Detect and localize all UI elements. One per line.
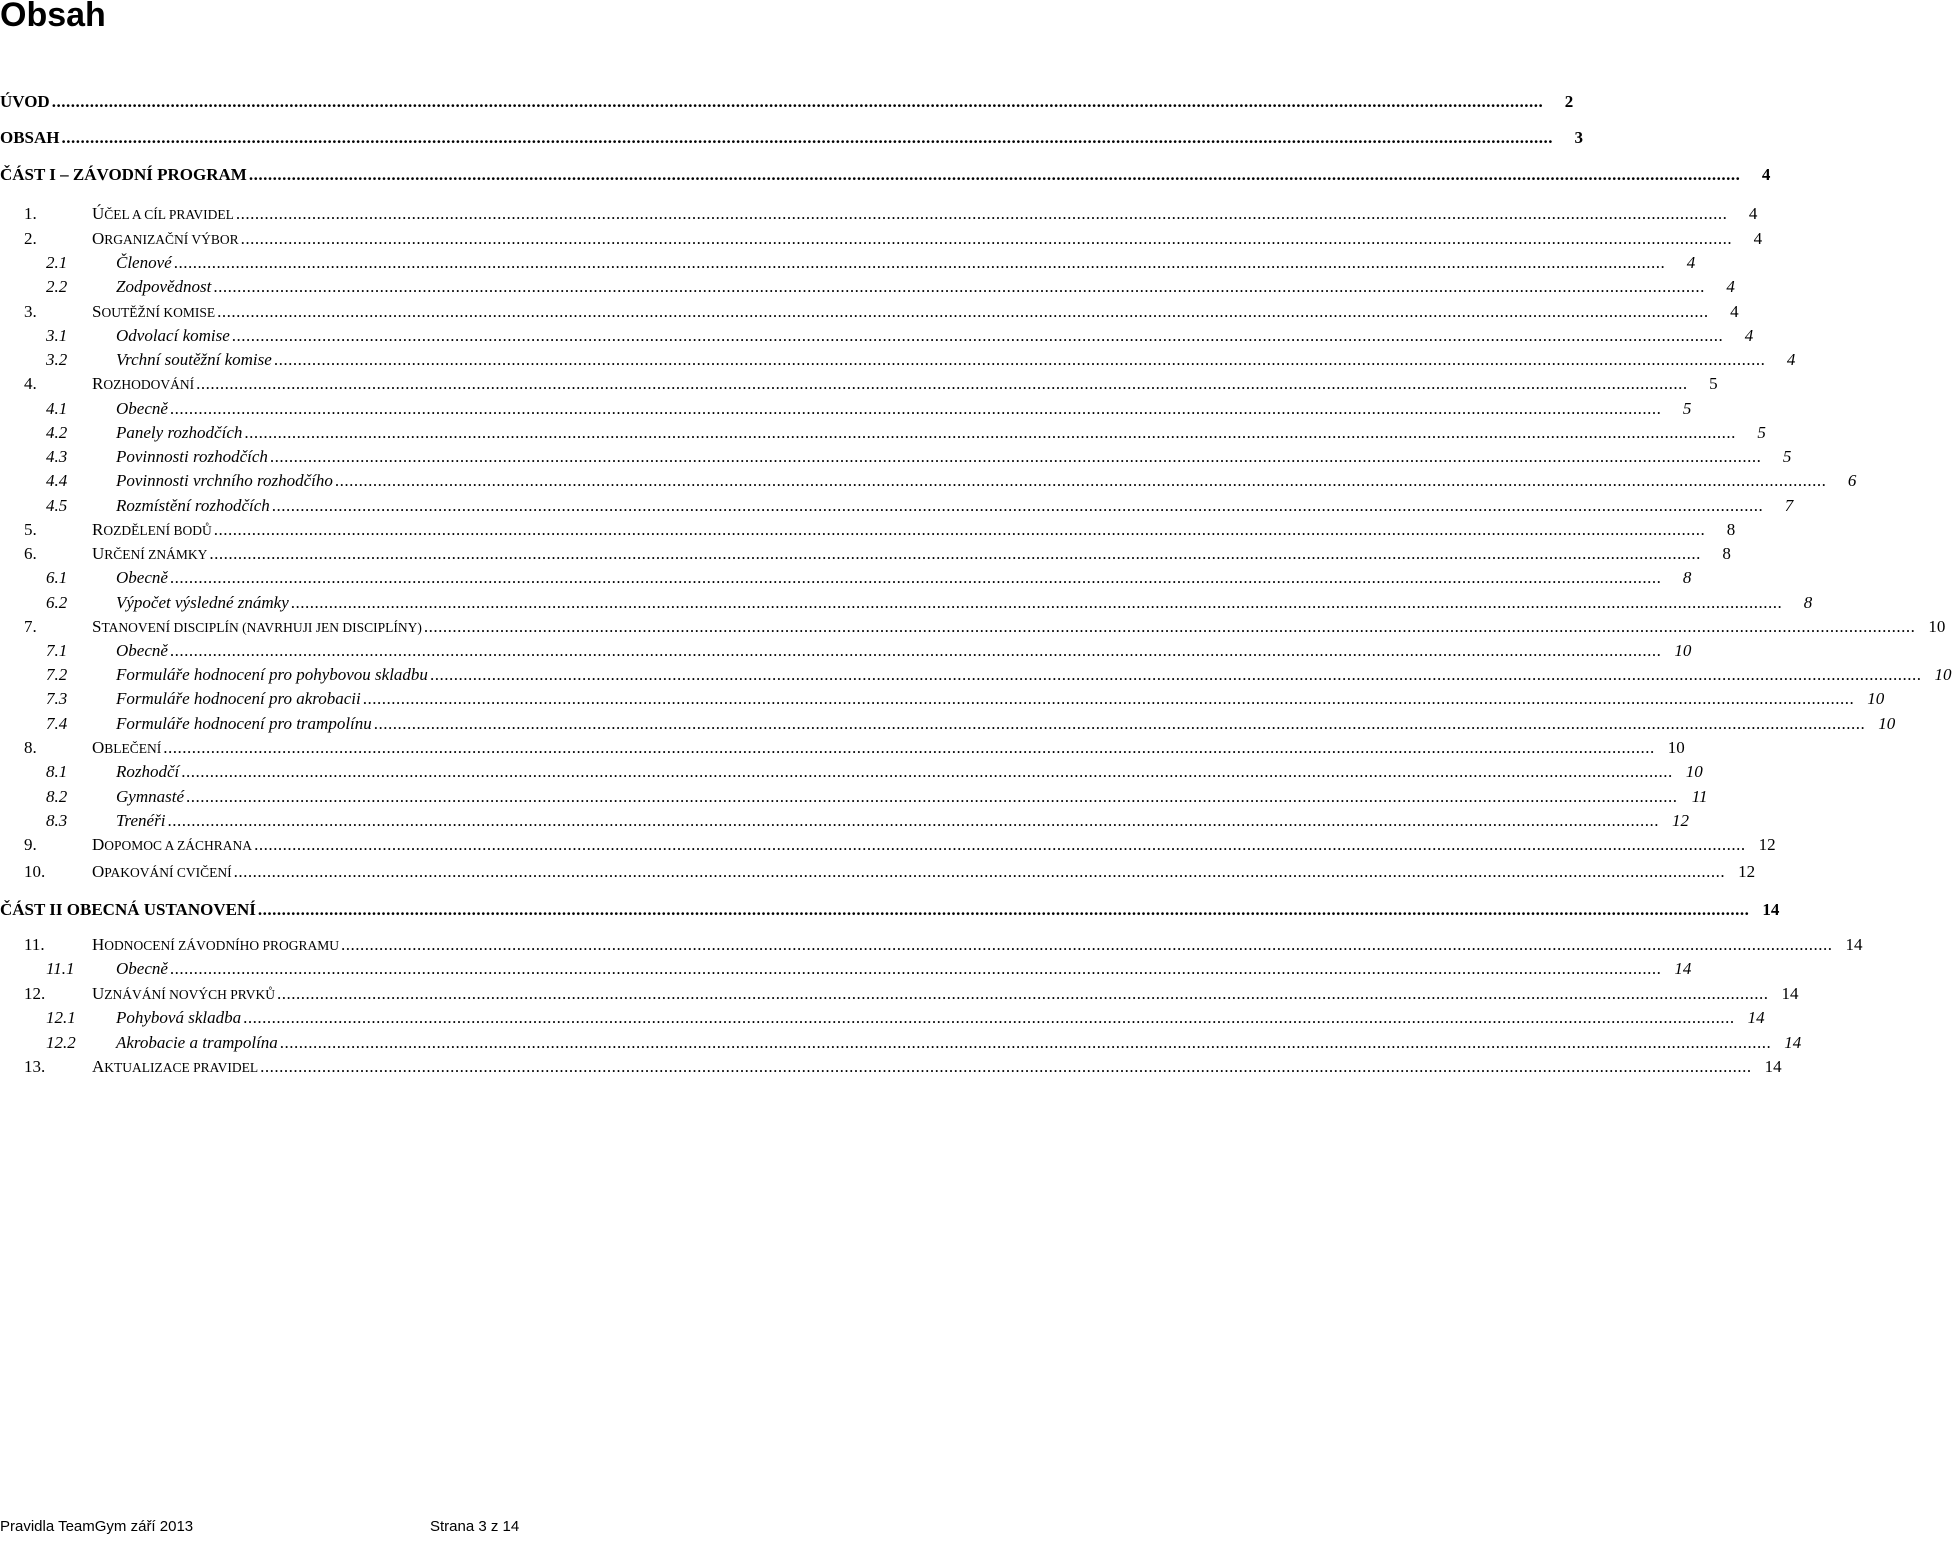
toc-entry-title: Rozmístění rozhodčích <box>116 496 270 515</box>
toc-entry-title: Panely rozhodčích <box>116 423 243 442</box>
toc-entry-title: Formuláře hodnocení pro akrobacii <box>116 689 361 708</box>
toc-entry[interactable] <box>0 126 1584 150</box>
page-footer <box>0 1518 960 1540</box>
toc-entry-number: 9. <box>24 835 37 854</box>
toc-dot-leader: .......................................................................................................................................................................................................................................................................................................................... <box>209 544 1701 563</box>
toc-dot-leader: .......................................................................................................................................................................................................................................................................................................................... <box>269 447 1762 466</box>
toc-entry-page: 4 <box>1686 253 1696 272</box>
toc-entry[interactable] <box>0 163 1771 187</box>
toc-entry-number: 7.2 <box>46 665 68 684</box>
toc-entry-number: 8.1 <box>46 762 68 781</box>
toc-entry[interactable] <box>0 372 1718 396</box>
toc-entry-page: 11 <box>1691 787 1708 806</box>
toc-entry[interactable] <box>0 251 1696 275</box>
toc-dot-leader: .......................................................................................................................................................................................................................................................................................................................... <box>276 984 1769 1003</box>
toc-entry-number: 8. <box>24 738 37 757</box>
toc-entry-number: 2.1 <box>46 253 68 272</box>
toc-entry-page: 12 <box>1671 811 1689 830</box>
toc-entry-title: ČÁST I – ZÁVODNÍ PROGRAM <box>0 165 247 184</box>
toc-entry[interactable] <box>0 518 1736 542</box>
toc-entry-title: URČENÍ ZNÁMKY <box>92 544 208 563</box>
toc-entry-title: Pohybová skladba <box>116 1008 242 1027</box>
toc-dot-leader: .......................................................................................................................................................................................................................................................................................................................... <box>362 689 1855 708</box>
toc-entry-number: 6. <box>24 544 37 563</box>
toc-entry-page: 14 <box>1845 935 1863 954</box>
toc-dot-leader: .......................................................................................................................................................................................................................................................................................................................... <box>243 1008 1735 1027</box>
toc-dot-leader: .......................................................................................................................................................................................................................................................................................................................... <box>169 641 1662 660</box>
toc-entry[interactable] <box>0 957 1692 981</box>
toc-entry-title: SOUTĚŽNÍ KOMISE <box>92 302 216 321</box>
toc-entry[interactable] <box>0 469 1857 493</box>
toc-entry-number: 2. <box>24 229 37 248</box>
toc-entry[interactable] <box>0 736 1685 760</box>
toc-entry-page: 14 <box>1781 984 1799 1003</box>
toc-entry-number: 13. <box>24 1057 46 1076</box>
toc-entry-page: 4 <box>1753 229 1763 248</box>
toc-entry-title: Formuláře hodnocení pro pohybovou skladbu <box>116 665 428 684</box>
toc-dot-leader: .......................................................................................................................................................................................................................................................................................................................... <box>429 665 1922 684</box>
toc-entry-page: 14 <box>1762 900 1780 919</box>
toc-entry-title: OPAKOVÁNÍ CVIČENÍ <box>92 862 232 881</box>
toc-entry-title: Povinnosti rozhodčích <box>116 447 268 466</box>
toc-dot-leader: .......................................................................................................................................................................................................................................................................................................................... <box>235 204 1728 223</box>
toc-entry-title: OBSAH <box>0 128 60 147</box>
toc-entry[interactable] <box>0 445 1792 469</box>
toc-entry-page: 10 <box>1667 738 1685 757</box>
toc-dot-leader: .......................................................................................................................................................................................................................................................................................................................... <box>279 1033 1772 1052</box>
toc-entry-number: 10. <box>24 862 46 881</box>
toc-entry-number: 3.1 <box>46 326 68 345</box>
footer-document-title: Pravidla TeamGym září 2013 <box>0 1518 194 1535</box>
toc-entry-page: 2 <box>1564 92 1574 111</box>
toc-dot-leader: .......................................................................................................................................................................................................................................................................................................................... <box>373 714 1866 733</box>
toc-entry-title: Akrobacie a trampolína <box>116 1033 278 1052</box>
toc-entry-title: ROZDĚLENÍ BODŮ <box>92 520 212 539</box>
toc-entry-title: Formuláře hodnocení pro trampolínu <box>116 714 372 733</box>
toc-entry[interactable] <box>0 933 1863 957</box>
toc-entry-number: 1. <box>24 204 37 223</box>
toc-entry-title: ORGANIZAČNÍ VÝBOR <box>92 229 239 248</box>
toc-entry[interactable] <box>0 785 1708 809</box>
toc-entry[interactable] <box>0 202 1758 226</box>
toc-dot-leader: .......................................................................................................................................................................................................................................................................................................................... <box>423 617 1916 636</box>
toc-dot-leader: .......................................................................................................................................................................................................................................................................................................................... <box>231 326 1724 345</box>
toc-entry[interactable] <box>0 324 1754 348</box>
toc-entry[interactable] <box>0 348 1796 372</box>
toc-dot-leader: .......................................................................................................................................................................................................................................................................................................................... <box>51 92 1544 111</box>
toc-entry[interactable] <box>0 687 1885 711</box>
toc-dot-leader: .......................................................................................................................................................................................................................................................................................................................... <box>185 787 1678 806</box>
toc-dot-leader: .......................................................................................................................................................................................................................................................................................................................... <box>273 350 1766 369</box>
toc-dot-leader: .......................................................................................................................................................................................................................................................................................................................... <box>213 277 1705 296</box>
toc-entry-page: 6 <box>1847 471 1857 490</box>
toc-entry-title: ÚČEL A CÍL PRAVIDEL <box>92 204 234 223</box>
toc-dot-leader: .......................................................................................................................................................................................................................................................................................................................... <box>254 835 1746 854</box>
toc-entry-title: ROZHODOVÁNÍ <box>92 374 195 393</box>
toc-entry[interactable] <box>0 898 1780 922</box>
toc-entry-number: 12. <box>24 984 46 1003</box>
toc-dot-leader: .......................................................................................................................................................................................................................................................................................................................... <box>233 862 1726 881</box>
toc-entry-page: 10 <box>1928 617 1946 636</box>
toc-entry-number: 4.3 <box>46 447 68 466</box>
toc-entry-page: 14 <box>1764 1057 1782 1076</box>
toc-entry-title: Vrchní soutěžní komise <box>116 350 272 369</box>
toc-dot-leader: .......................................................................................................................................................................................................................................................................................................................... <box>169 399 1662 418</box>
toc-entry[interactable] <box>0 90 1574 114</box>
toc-dot-leader: .......................................................................................................................................................................................................................................................................................................................... <box>341 935 1833 954</box>
toc-entry[interactable] <box>0 809 1689 833</box>
toc-entry-title: ČÁST II OBECNÁ USTANOVENÍ <box>0 900 256 919</box>
toc-entry-number: 4. <box>24 374 37 393</box>
toc-entry-number: 7.4 <box>46 714 68 733</box>
toc-entry-number: 7. <box>24 617 37 636</box>
toc-dot-leader: .......................................................................................................................................................................................................................................................................................................................... <box>173 253 1666 272</box>
toc-dot-leader: .......................................................................................................................................................................................................................................................................................................................... <box>271 496 1764 515</box>
toc-entry-page: 4 <box>1748 204 1758 223</box>
toc-entry-page: 10 <box>1867 689 1885 708</box>
toc-dot-leader: .......................................................................................................................................................................................................................................................................................................................... <box>169 959 1662 978</box>
toc-entry[interactable] <box>0 615 1946 639</box>
toc-dot-leader: .......................................................................................................................................................................................................................................................................................................................... <box>181 762 1673 781</box>
toc-entry-page: 4 <box>1744 326 1754 345</box>
toc-entry-title: Obecně <box>116 399 168 418</box>
toc-entry-title: Rozhodčí <box>116 762 180 781</box>
toc-entry-number: 11. <box>24 935 45 954</box>
toc-entry-title: HODNOCENÍ ZÁVODNÍHO PROGRAMU <box>92 935 340 954</box>
toc-entry-number: 7.3 <box>46 689 68 708</box>
toc-dot-leader: .......................................................................................................................................................................................................................................................................................................................... <box>248 165 1741 184</box>
toc-entry[interactable] <box>0 833 1776 857</box>
toc-entry[interactable] <box>0 591 1813 615</box>
toc-entry[interactable] <box>0 860 1756 884</box>
toc-entry[interactable] <box>0 663 1952 687</box>
toc-entry-page: 8 <box>1803 593 1813 612</box>
toc-entry-number: 6.2 <box>46 593 68 612</box>
toc-dot-leader: .......................................................................................................................................................................................................................................................................................................................... <box>240 229 1733 248</box>
toc-entry[interactable] <box>0 639 1692 663</box>
toc-entry-number: 6.1 <box>46 568 68 587</box>
toc-entry-page: 5 <box>1782 447 1792 466</box>
toc-entry-page: 5 <box>1682 399 1692 418</box>
toc-entry-title: OBLEČENÍ <box>92 738 162 757</box>
toc-entry-page: 10 <box>1685 762 1703 781</box>
toc-entry-number: 4.5 <box>46 496 68 515</box>
toc-entry-number: 4.4 <box>46 471 68 490</box>
toc-entry-title: AKTUALIZACE PRAVIDEL <box>92 1057 259 1076</box>
toc-entry-page: 14 <box>1674 959 1692 978</box>
toc-entry-title: Gymnasté <box>116 787 184 806</box>
toc-dot-leader: .......................................................................................................................................................................................................................................................................................................................... <box>290 593 1783 612</box>
toc-entry-title: Povinnosti vrchního rozhodčího <box>116 471 333 490</box>
toc-entry[interactable] <box>0 494 1794 518</box>
toc-entry-page: 8 <box>1682 568 1692 587</box>
toc-entry[interactable] <box>0 542 1731 566</box>
toc-entry-title: Obecně <box>116 641 168 660</box>
toc-entry[interactable] <box>0 421 1766 445</box>
toc-entry[interactable] <box>0 1031 1802 1055</box>
toc-entry-title: Odvolací komise <box>116 326 230 345</box>
toc-entry-title: Obecně <box>116 959 168 978</box>
toc-entry-page: 4 <box>1730 302 1739 321</box>
toc-entry-number: 3.2 <box>46 350 68 369</box>
toc-entry[interactable] <box>0 982 1799 1006</box>
toc-entry[interactable] <box>0 712 1896 736</box>
toc-entry-page: 4 <box>1786 350 1796 369</box>
toc-entry-title: ÚVOD <box>0 92 50 111</box>
toc-entry[interactable] <box>0 227 1763 251</box>
toc-entry[interactable] <box>0 566 1692 590</box>
toc-entry-number: 4.2 <box>46 423 68 442</box>
toc-entry-number: 3. <box>24 302 37 321</box>
toc-entry-page: 14 <box>1747 1008 1765 1027</box>
toc-dot-leader: .......................................................................................................................................................................................................................................................................................................................... <box>257 900 1750 919</box>
toc-dot-leader: .......................................................................................................................................................................................................................................................................................................................... <box>163 738 1655 757</box>
toc-entry[interactable] <box>0 1006 1765 1030</box>
toc-entry-title: UZNÁVÁNÍ NOVÝCH PRVKŮ <box>92 984 275 1003</box>
toc-dot-leader: .......................................................................................................................................................................................................................................................................................................................... <box>334 471 1827 490</box>
toc-entry-title: Trenéři <box>116 811 166 830</box>
toc-entry-number: 7.1 <box>46 641 68 660</box>
toc-dot-leader: .......................................................................................................................................................................................................................................................................................................................... <box>61 128 1554 147</box>
toc-entry-number: 11.1 <box>46 959 75 978</box>
toc-entry-number: 8.2 <box>46 787 68 806</box>
toc-entry-page: 8 <box>1722 544 1731 563</box>
toc-entry[interactable] <box>0 275 1735 299</box>
toc-dot-leader: .......................................................................................................................................................................................................................................................................................................................... <box>260 1057 1752 1076</box>
toc-entry[interactable] <box>0 760 1703 784</box>
toc-entry[interactable] <box>0 1055 1782 1079</box>
toc-entry-page: 4 <box>1726 277 1735 296</box>
toc-entry-page: 8 <box>1726 520 1736 539</box>
page-title: Obsah <box>0 0 106 34</box>
toc-entry-page: 10 <box>1878 714 1896 733</box>
toc-entry-number: 4.1 <box>46 399 68 418</box>
toc-entry-title: Výpočet výsledné známky <box>116 593 289 612</box>
toc-dot-leader: .......................................................................................................................................................................................................................................................................................................................... <box>217 302 1709 321</box>
toc-entry-title: Členové <box>116 253 172 272</box>
toc-entry-title: DOPOMOC A ZÁCHRANA <box>92 835 253 854</box>
toc-entry-number: 12.1 <box>46 1008 76 1027</box>
toc-entry-page: 10 <box>1674 641 1692 660</box>
toc-entry-number: 12.2 <box>46 1033 76 1052</box>
toc-entry-page: 14 <box>1784 1033 1802 1052</box>
toc-entry-title: STANOVENÍ DISCIPLÍN (NAVRHUJI JEN DISCIPLÍNY) <box>92 617 422 636</box>
toc-entry[interactable] <box>0 397 1692 421</box>
toc-dot-leader: .......................................................................................................................................................................................................................................................................................................................... <box>167 811 1659 830</box>
toc-dot-leader: .......................................................................................................................................................................................................................................................................................................................... <box>213 520 1706 539</box>
footer-page-number: Strana 3 z 14 <box>430 1518 520 1535</box>
toc-entry-number: 5. <box>24 520 37 539</box>
toc-entry-page: 5 <box>1757 423 1766 442</box>
toc-entry-number: 2.2 <box>46 277 68 296</box>
toc-entry-number: 8.3 <box>46 811 68 830</box>
toc-entry-page: 3 <box>1574 128 1584 147</box>
toc-entry-page: 10 <box>1934 665 1952 684</box>
toc-entry-page: 12 <box>1758 835 1776 854</box>
toc-dot-leader: .......................................................................................................................................................................................................................................................................................................................... <box>196 374 1688 393</box>
toc-entry-page: 12 <box>1738 862 1756 881</box>
toc-entry-page: 5 <box>1709 374 1718 393</box>
toc-entry-page: 7 <box>1784 496 1794 515</box>
toc-entry-title: Obecně <box>116 568 168 587</box>
toc-entry-title: Zodpovědnost <box>116 277 212 296</box>
toc-entry-page: 4 <box>1761 165 1771 184</box>
toc-dot-leader: .......................................................................................................................................................................................................................................................................................................................... <box>169 568 1662 587</box>
toc-entry[interactable] <box>0 300 1739 324</box>
toc-dot-leader: .......................................................................................................................................................................................................................................................................................................................... <box>244 423 1736 442</box>
